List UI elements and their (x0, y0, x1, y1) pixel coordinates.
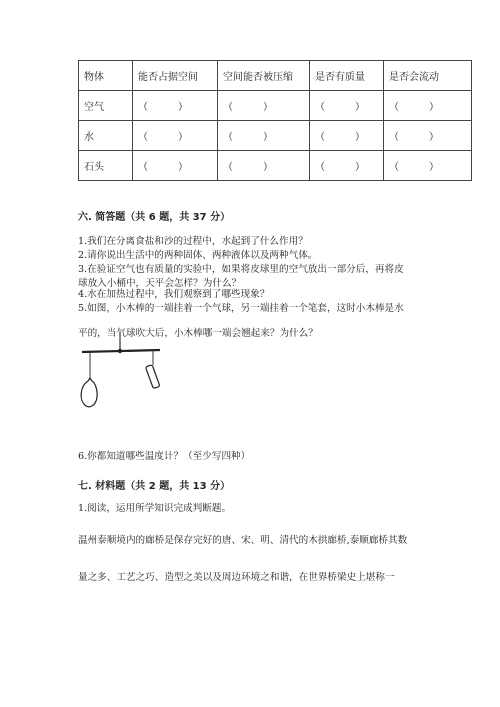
row-label: 石头 (79, 151, 133, 181)
question-line: 3.在验证空气也有质量的实验中，如果将皮球里的空气放出一部分后，再将皮 (78, 264, 404, 275)
answer-blank[interactable]: （ ） (310, 91, 384, 121)
answer-blank[interactable]: （ ） (218, 121, 310, 151)
table-row (79, 151, 472, 181)
table-header-row (79, 61, 472, 91)
answer-blank[interactable]: （ ） (384, 121, 472, 151)
row-label: 水 (79, 121, 133, 151)
pivot-point (118, 349, 122, 353)
question-line: 5.如图，小木棒的一端挂着一个气球，另一端挂着一个笔套，这时小木棒是水 (78, 303, 404, 314)
section-title-short-answer: 六. 简答题（共 6 题，共 37 分） (78, 212, 231, 223)
table-header-cell: 是否会流动 (384, 61, 472, 91)
balance-stick-illustration (76, 330, 166, 425)
answer-blank[interactable]: （ ） (133, 121, 218, 151)
answer-blank[interactable]: （ ） (133, 91, 218, 121)
table-row (79, 91, 472, 121)
table-row (79, 121, 472, 151)
question-line: 平的，当气球吹大后，小木棒哪一端会翘起来？为什么？ (78, 328, 318, 339)
question-line: 1.我们在分离食盐和沙的过程中，水起到了什么作用？ (78, 236, 308, 247)
question-line: 2.请你说出生活中的两种固体、两种液体以及两种气体。 (78, 250, 318, 261)
pen-cap-icon (145, 365, 159, 389)
answer-blank[interactable]: （ ） (384, 91, 472, 121)
answer-blank[interactable]: （ ） (384, 151, 472, 181)
answer-blank[interactable]: （ ） (310, 151, 384, 181)
answer-blank[interactable]: （ ） (218, 91, 310, 121)
table-header-cell: 能否占据空间 (133, 61, 218, 91)
properties-table (78, 60, 472, 181)
answer-blank[interactable]: （ ） (133, 151, 218, 181)
row-label: 空气 (79, 91, 133, 121)
question-line: 4.水在加热过程中，我们观察到了哪些现象？ (78, 289, 270, 300)
table-header-cell: 是否有质量 (310, 61, 384, 91)
answer-blank[interactable]: （ ） (310, 121, 384, 151)
question-line: 球放入小桶中，天平会怎样？为什么？ (78, 278, 242, 289)
passage-line: 量之多、工艺之巧、造型之美以及周边环境之和谐，在世界桥梁史上堪称一 (78, 572, 395, 583)
table-header-cell: 空间能否被压缩 (218, 61, 310, 91)
question-line: 1.阅读，运用所学知识完成判断题。 (78, 503, 232, 514)
answer-blank[interactable]: （ ） (218, 151, 310, 181)
passage-line: 温州泰顺境内的廊桥是保存完好的唐、宋、明、清代的木拱廊桥,泰顺廊桥其数 (78, 535, 408, 546)
table-header-cell: 物体 (79, 61, 133, 91)
balloon-icon (81, 378, 97, 407)
question-line: 6.你都知道哪些温度计？（至少写四种） (78, 451, 251, 462)
section-title-material: 七. 材料题（共 2 题，共 13 分） (78, 481, 231, 492)
